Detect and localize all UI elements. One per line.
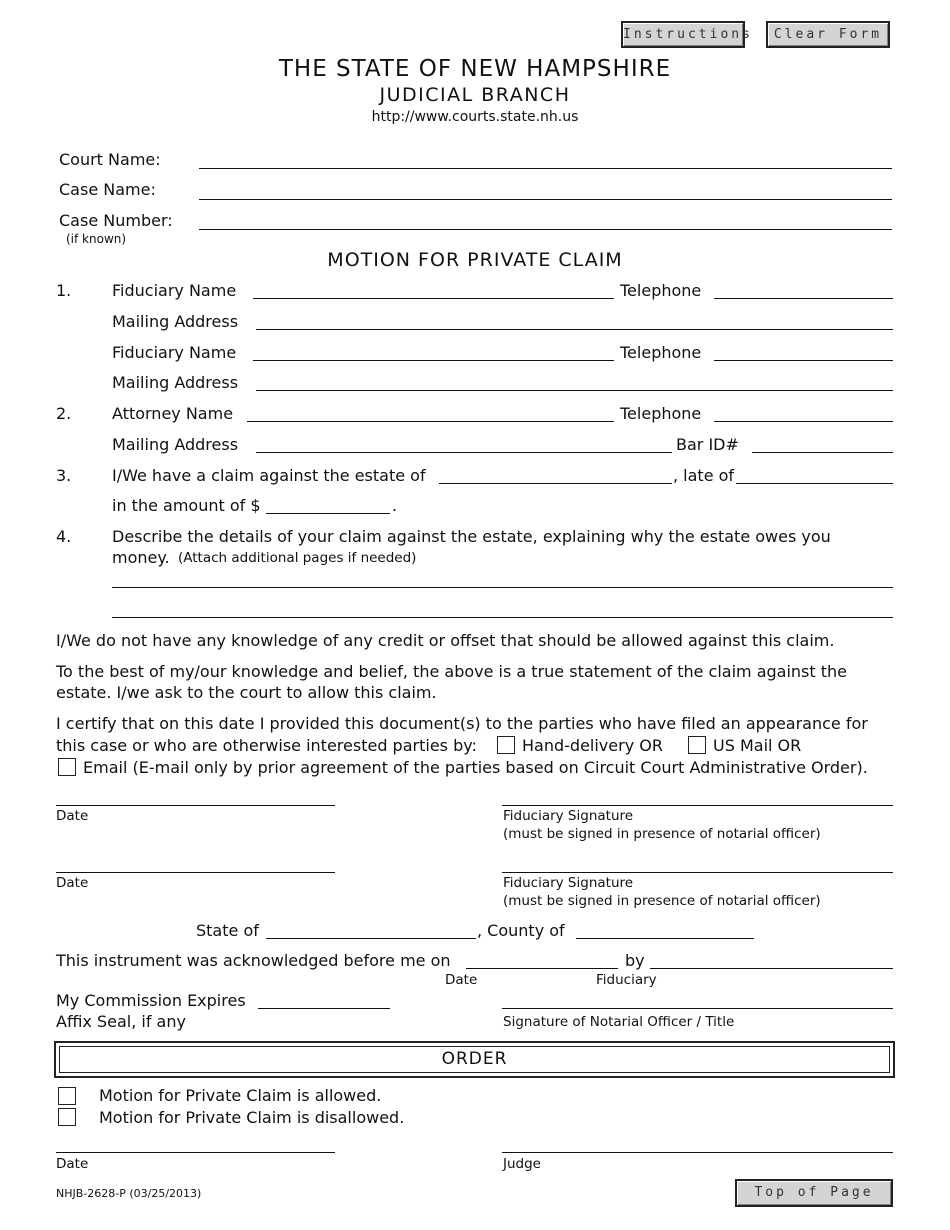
order-date-label: Date bbox=[56, 1156, 89, 1172]
fiduciary-signature-label: Fiduciary Signature bbox=[503, 875, 634, 891]
us-mail-checkbox[interactable] bbox=[688, 736, 706, 754]
attorney-name-label: Attorney Name bbox=[112, 404, 234, 423]
state-of-field[interactable] bbox=[266, 938, 476, 939]
state-heading: THE STATE OF NEW HAMPSHIRE bbox=[278, 56, 672, 82]
acknowledged-date-caption: Date bbox=[445, 972, 478, 988]
state-of-label: State of bbox=[196, 921, 259, 940]
notary-presence-note: (must be signed in presence of notarial officer) bbox=[503, 893, 821, 909]
attorney-telephone-field[interactable] bbox=[714, 421, 893, 422]
judge-signature-field[interactable] bbox=[502, 1152, 893, 1153]
court-name-field[interactable] bbox=[199, 168, 892, 169]
attorney-name-field[interactable] bbox=[247, 421, 614, 422]
claim-allowed-checkbox[interactable] bbox=[58, 1087, 76, 1105]
fiduciary-name-label: Fiduciary Name bbox=[112, 281, 237, 300]
notary-presence-note: (must be signed in presence of notarial officer) bbox=[503, 826, 821, 842]
claim-disallowed-label: Motion for Private Claim is disallowed. bbox=[99, 1108, 405, 1127]
form-id: NHJB-2628-P (03/25/2013) bbox=[56, 1187, 202, 1200]
mailing-address-field[interactable] bbox=[256, 390, 893, 391]
fiduciary-name-field[interactable] bbox=[253, 360, 614, 361]
item-number-2: 2. bbox=[56, 404, 72, 423]
email-checkbox[interactable] bbox=[58, 758, 76, 776]
acknowledged-by-field[interactable] bbox=[650, 968, 893, 969]
commission-expires-label: My Commission Expires bbox=[56, 991, 246, 1010]
branch-heading: JUDICIAL BRANCH bbox=[379, 84, 571, 106]
acknowledged-label: This instrument was acknowledged before me on bbox=[56, 951, 451, 970]
top-of-page-button[interactable]: Top of Page bbox=[735, 1179, 893, 1207]
county-of-label: , County of bbox=[477, 921, 565, 940]
no-offset-statement: I/We do not have any knowledge of any credit or offset that should be allowed against this claim. bbox=[56, 631, 835, 650]
item-number-4: 4. bbox=[56, 527, 72, 546]
county-of-field[interactable] bbox=[576, 938, 754, 939]
late-of-label: , late of bbox=[673, 466, 735, 485]
fiduciary-signature-label: Fiduciary Signature bbox=[503, 808, 634, 824]
bar-id-field[interactable] bbox=[752, 452, 893, 453]
certify-statement: I certify that on this date I provided this document(s) to the parties who have filed an appearance for bbox=[56, 714, 868, 733]
bar-id-label: Bar ID# bbox=[676, 435, 739, 454]
judge-label: Judge bbox=[503, 1156, 541, 1172]
amount-label: in the amount of $ bbox=[112, 496, 261, 515]
acknowledged-fiduciary-caption: Fiduciary bbox=[596, 972, 657, 988]
mailing-address-field[interactable] bbox=[256, 329, 893, 330]
case-number-label: Case Number: bbox=[59, 211, 173, 230]
belief-statement: To the best of my/our knowledge and belief, the above is a true statement of the claim against the bbox=[56, 662, 848, 681]
amount-field[interactable] bbox=[266, 513, 390, 514]
telephone-field[interactable] bbox=[714, 298, 893, 299]
item-number-1: 1. bbox=[56, 281, 72, 300]
order-heading: ORDER bbox=[59, 1046, 890, 1073]
clear-form-button[interactable]: Clear Form bbox=[766, 21, 890, 48]
notary-signature-field[interactable] bbox=[502, 1008, 893, 1009]
email-label: Email (E-mail only by prior agreement of the parties based on Circuit Court Administrative Order). bbox=[83, 758, 868, 777]
claim-allowed-label: Motion for Private Claim is allowed. bbox=[99, 1086, 382, 1105]
court-name-label: Court Name: bbox=[59, 150, 161, 169]
describe-text-continued: money. bbox=[112, 548, 170, 567]
fiduciary-name-label: Fiduciary Name bbox=[112, 343, 237, 362]
fiduciary-name-field[interactable] bbox=[253, 298, 614, 299]
acknowledged-date-field[interactable] bbox=[466, 968, 618, 969]
mailing-address-label: Mailing Address bbox=[112, 312, 239, 331]
claim-details-line-1[interactable] bbox=[112, 587, 893, 588]
date-label: Date bbox=[56, 808, 89, 824]
claim-disallowed-checkbox[interactable] bbox=[58, 1108, 76, 1126]
attorney-mailing-address-field[interactable] bbox=[256, 452, 672, 453]
describe-text: Describe the details of your claim against the estate, explaining why the estate owes you bbox=[112, 527, 831, 546]
commission-expires-field[interactable] bbox=[258, 1008, 390, 1009]
telephone-label: Telephone bbox=[620, 281, 702, 300]
hand-delivery-label: Hand-delivery OR bbox=[522, 736, 663, 755]
notary-signature-label: Signature of Notarial Officer / Title bbox=[503, 1014, 735, 1030]
hand-delivery-checkbox[interactable] bbox=[497, 736, 515, 754]
by-label: by bbox=[625, 951, 645, 970]
telephone-label: Telephone bbox=[620, 404, 702, 423]
case-name-label: Case Name: bbox=[59, 180, 156, 199]
late-of-field[interactable] bbox=[736, 483, 893, 484]
claim-details-line-2[interactable] bbox=[112, 617, 893, 618]
telephone-label: Telephone bbox=[620, 343, 702, 362]
form-title: MOTION FOR PRIVATE CLAIM bbox=[327, 249, 623, 271]
court-url: http://www.courts.state.nh.us bbox=[371, 109, 579, 125]
us-mail-label: US Mail OR bbox=[713, 736, 802, 755]
fiduciary-signature-field[interactable] bbox=[502, 872, 893, 873]
case-name-field[interactable] bbox=[199, 199, 892, 200]
order-date-field[interactable] bbox=[56, 1152, 335, 1153]
item-number-3: 3. bbox=[56, 466, 72, 485]
if-known-note: (if known) bbox=[66, 232, 127, 246]
fiduciary-signature-field[interactable] bbox=[502, 805, 893, 806]
attach-note: (Attach additional pages if needed) bbox=[178, 550, 417, 566]
claim-against-label: I/We have a claim against the estate of bbox=[112, 466, 426, 485]
amount-period: . bbox=[392, 496, 398, 515]
mailing-address-label: Mailing Address bbox=[112, 373, 239, 392]
telephone-field[interactable] bbox=[714, 360, 893, 361]
instructions-button[interactable]: Instructions bbox=[621, 21, 745, 48]
belief-statement-continued: estate. I/we ask to the court to allow this claim. bbox=[56, 683, 437, 702]
date-label: Date bbox=[56, 875, 89, 891]
date-field[interactable] bbox=[56, 872, 335, 873]
certify-statement-continued: this case or who are otherwise interested parties by: bbox=[56, 736, 477, 755]
case-number-field[interactable] bbox=[199, 229, 892, 230]
date-field[interactable] bbox=[56, 805, 335, 806]
mailing-address-label: Mailing Address bbox=[112, 435, 239, 454]
estate-of-field[interactable] bbox=[439, 483, 672, 484]
affix-seal-label: Affix Seal, if any bbox=[56, 1012, 186, 1031]
order-box bbox=[54, 1041, 895, 1078]
